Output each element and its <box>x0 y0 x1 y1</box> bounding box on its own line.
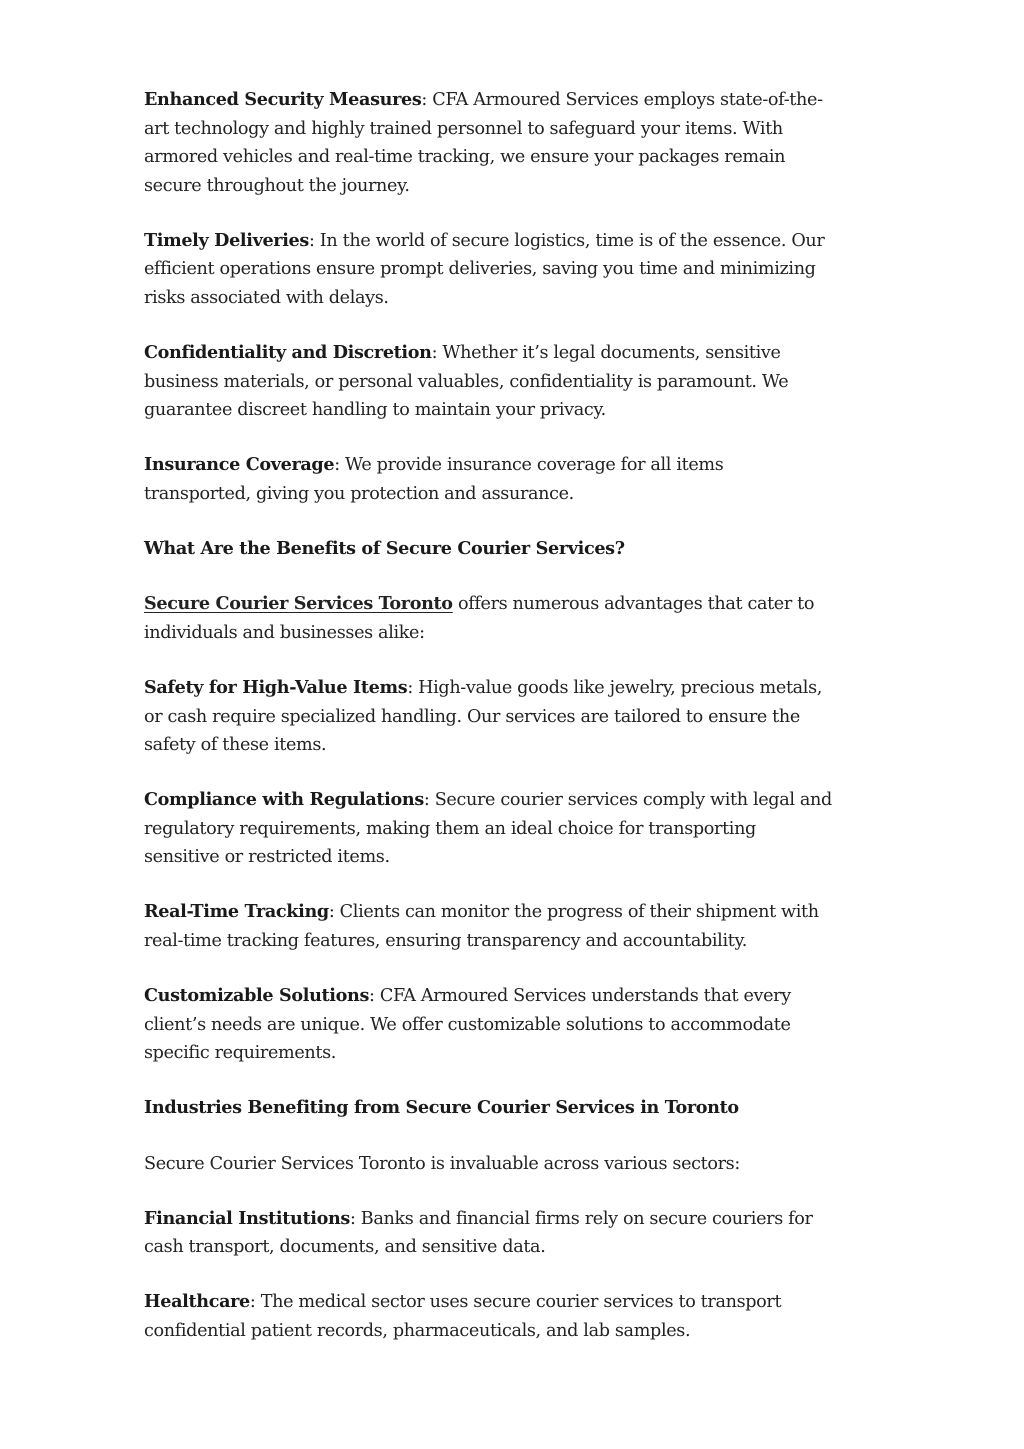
paragraph-safety-high-value <box>144 674 834 760</box>
term-confidentiality: Confidentiality and Discretion <box>144 342 432 364</box>
text-customizable: : CFA Armoured Services understands that every client’s needs are unique. We offer customizable solutions to accommodate specific requirements. <box>144 986 791 1064</box>
link-secure-courier-toronto[interactable]: Secure Courier Services Toronto <box>144 593 453 615</box>
term-enhanced-security: Enhanced Security Measures <box>144 89 422 110</box>
paragraph-industries-intro: Secure Courier Services Toronto is invaluable across various sectors: <box>144 1153 740 1174</box>
heading-benefits: What Are the Benefits of Secure Courier Services? <box>144 538 625 560</box>
term-insurance: Insurance Coverage <box>144 454 335 476</box>
term-financial: Financial Institutions <box>144 1207 350 1229</box>
text-enhanced-security: : CFA Armoured Services employs state-of-the-art technology and highly trained personnel to safeguard your items. With armored vehicles and real-time tracking, we ensure your packages remain secure throughout the journey. <box>144 90 823 196</box>
paragraph-financial <box>144 1205 834 1262</box>
paragraph-confidentiality <box>144 339 834 425</box>
paragraph-enhanced-security <box>144 86 834 200</box>
paragraph-compliance <box>144 786 834 872</box>
paragraph-insurance <box>144 451 834 508</box>
term-compliance: Compliance with Regulations <box>144 789 424 811</box>
paragraph-customizable <box>144 982 834 1068</box>
text-insurance: : We provide insurance coverage for all items transported, giving you protection and assurance. <box>144 455 724 505</box>
text-intro-benefits: offers numerous advantages that cater to individuals and businesses alike: <box>144 594 815 643</box>
term-real-time-tracking: Real-Time Tracking <box>144 901 329 923</box>
term-healthcare: Healthcare <box>144 1291 250 1313</box>
text-healthcare: : The medical sector uses secure courier services to transport confidential patient records, pharmaceuticals, and lab samples. <box>144 1292 782 1341</box>
text-financial: : Banks and financial firms rely on secure couriers for cash transport, documents, and sensitive data. <box>144 1208 813 1258</box>
text-compliance: : Secure courier services comply with legal and regulatory requirements, making them an ideal choice for transporting sensitive or restricted items. <box>144 790 832 868</box>
document-body <box>144 86 834 1372</box>
heading-industries: Industries Benefiting from Secure Courier Services in Toronto <box>144 1097 739 1119</box>
term-safety-high-value: Safety for High-Value Items <box>144 676 408 698</box>
paragraph-timely-deliveries <box>144 227 834 313</box>
term-timely-deliveries: Timely Deliveries <box>144 229 309 251</box>
text-confidentiality: : Whether it’s legal documents, sensitive business materials, or personal valuables, confidentiality is paramount. We guarantee discreet handling to maintain your privacy. <box>144 343 789 421</box>
term-customizable: Customizable Solutions <box>144 985 370 1007</box>
text-timely-deliveries: : In the world of secure logistics, time is of the essence. Our efficient operations ensure prompt deliveries, saving you time and minimizing risks associated with delays. <box>144 230 825 309</box>
text-real-time-tracking: : Clients can monitor the progress of their shipment with real-time tracking features, ensuring transparency and accountability. <box>144 902 819 952</box>
text-safety-high-value: : High-value goods like jewelry, precious metals, or cash require specialized handling. Our services are tailored to ensure the safety of these items. <box>144 677 823 756</box>
paragraph-healthcare <box>144 1288 834 1345</box>
paragraph-real-time-tracking <box>144 898 834 955</box>
paragraph-intro-benefits <box>144 590 834 647</box>
